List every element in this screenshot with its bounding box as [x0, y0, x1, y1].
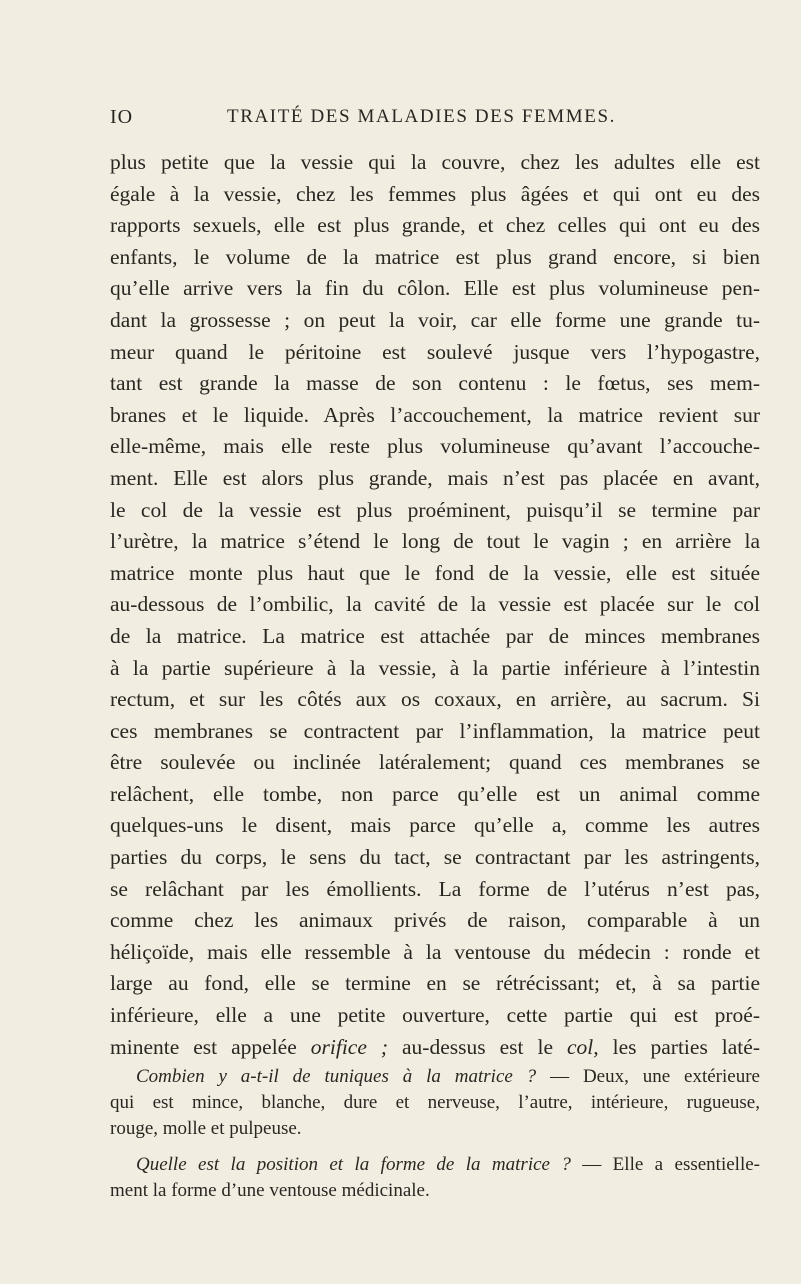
qa-line — [110, 1064, 760, 1090]
text-line: comme chez les animaux privés de raison, comparable à un — [110, 908, 760, 933]
qa-line: rouge, molle et pulpeuse. — [110, 1118, 302, 1139]
text-line: le col de la vessie est plus proéminent, puisqu’il se termine par — [110, 497, 760, 522]
page-header — [110, 106, 760, 134]
text-line: elle-même, mais elle reste plus volumineuse qu’avant l’accouche- — [110, 434, 760, 459]
text-line: au-dessous de l’ombilic, la cavité de la vessie est placée sur le col — [110, 592, 760, 617]
text-line: matrice monte plus haut que le fond de la vessie, elle est située — [110, 560, 760, 585]
term-col: col, — [566, 1034, 599, 1059]
text-line: relâchent, elle tombe, non parce qu’elle est un animal comme — [110, 781, 760, 806]
text-line: être soulevée ou inclinée latéralement; quand ces membranes se — [110, 750, 760, 775]
text-line: dant la grossesse ; on peut la voir, car elle forme une grande tu- — [110, 307, 760, 332]
text-line: rapports sexuels, elle est plus grande, et chez celles qui ont eu des — [110, 213, 760, 238]
text-line: rectum, et sur les côtés aux os coxaux, en arrière, au sacrum. Si — [110, 687, 760, 712]
term-orifice: orifice ; — [310, 1034, 389, 1059]
question-text: Combien y a-t-il de tuniques à la matrice ? — [136, 1066, 537, 1087]
text-line: l’urètre, la matrice s’étend le long de tout le vagin ; en arrière la — [110, 529, 760, 554]
answer-text: — Elle a essentielle- — [570, 1154, 760, 1175]
question-block-2 — [110, 1152, 760, 1204]
text-line: ces membranes se contractent par l’inflammation, la matrice peut — [110, 718, 760, 743]
page-number: IO — [110, 106, 134, 128]
qa-line: qui est mince, blanche, dure et nerveuse, l’autre, intérieure, rugueuse, — [110, 1092, 760, 1113]
text-line: égale à la vessie, chez les femmes plus âgées et qui ont eu des — [110, 181, 760, 206]
text-line: enfants, le volume de la matrice est plus grand encore, si bien — [110, 244, 760, 269]
main-paragraph — [110, 147, 760, 1063]
text-line: branes et le liquide. Après l’accouchement, la matrice revient sur — [110, 402, 760, 427]
text-line: héliçoïde, mais elle ressemble à la ventouse du médecin : ronde et — [110, 939, 760, 964]
text-line-last — [110, 1032, 760, 1064]
text-line: de la matrice. La matrice est attachée par de minces membranes — [110, 623, 760, 648]
text-fragment: les parties laté- — [598, 1034, 760, 1059]
text-line: meur quand le péritoine est soulevé jusque vers l’hypogastre, — [110, 339, 760, 364]
text-line: qu’elle arrive vers la fin du côlon. Elle est plus volumineuse pen- — [110, 276, 760, 301]
question-block-1 — [110, 1064, 760, 1142]
running-title: TRAITÉ DES MALADIES DES FEMMES. — [227, 106, 616, 127]
text-line: inférieure, elle a une petite ouverture, cette partie qui est proé- — [110, 1003, 760, 1028]
answer-text: — Deux, une extérieure — [536, 1066, 760, 1087]
text-line: tant est grande la masse de son contenu : le fœtus, ses mem- — [110, 371, 760, 396]
text-fragment: au-dessus est le — [388, 1034, 567, 1059]
question-text: Quelle est la position et la forme de la matrice ? — [136, 1154, 571, 1175]
qa-line: ment la forme d’une ventouse médicinale. — [110, 1180, 430, 1201]
text-line: ment. Elle est alors plus grande, mais n’est pas placée en avant, — [110, 465, 760, 490]
text-line: parties du corps, le sens du tact, se contractant par les astringents, — [110, 845, 760, 870]
text-line: plus petite que la vessie qui la couvre, chez les adultes elle est — [110, 150, 760, 174]
text-line: à la partie supérieure à la vessie, à la partie inférieure à l’intestin — [110, 655, 760, 680]
text-line: quelques-uns le disent, mais parce qu’elle a, comme les autres — [110, 813, 760, 838]
text-line: large au fond, elle se termine en se rétrécissant; et, à sa partie — [110, 971, 760, 996]
text-fragment: minente est appelée — [110, 1034, 311, 1059]
qa-line — [110, 1152, 760, 1178]
text-line: se relâchant par les émollients. La forme de l’utérus n’est pas, — [110, 876, 760, 901]
